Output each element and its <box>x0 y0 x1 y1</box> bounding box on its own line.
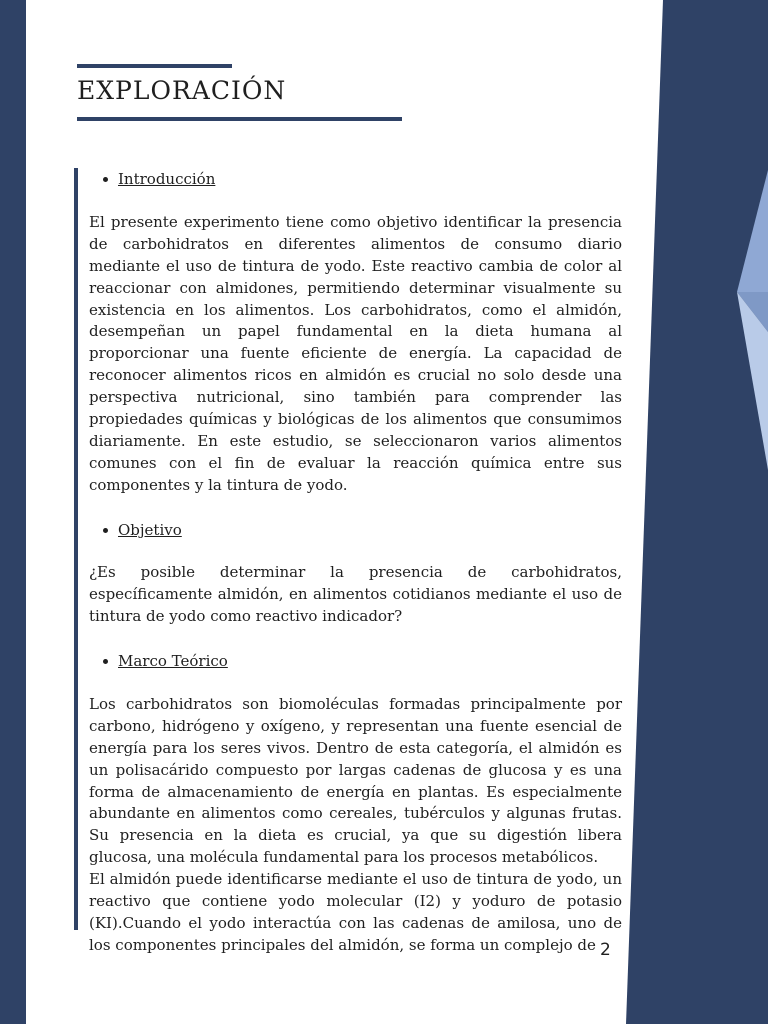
navy-right-panel <box>626 0 768 1024</box>
section-heading-introduccion: Introducción <box>89 168 622 190</box>
page-title: EXPLORACIÓN <box>77 76 287 105</box>
content-block <box>74 168 622 954</box>
section-heading-objetivo: Objetivo <box>89 519 622 541</box>
page-number: 2 <box>600 940 611 960</box>
bullet-icon <box>103 659 108 664</box>
objective-paragraph: ¿Es posible determinar la presencia de carbohidratos, específicamente almidón, en alimentos cotidianos mediante el uso de tintura de yodo como reactivo indicador? <box>89 563 622 626</box>
intro-paragraph: El presente experimento tiene como objetivo identificar la presencia de carbohidratos en diferentes alimentos de consumo diario mediante el uso de tintura de yodo. Este reactivo cambia de color al reaccionar con almidones, permitiendo determinar visualmente su existencia en los alimentos. Los carbohidratos, como el almidón, desempeñan un papel fundamental en la dieta humana al proporcionar una fuente eficiente de energía. La capacidad de reconocer alimentos ricos en almidón es crucial no solo desde una perspectiva nutricional, sino también para comprender las propiedades químicas y biológicas de los alimentos que consumimos diariamente. En este estudio, se seleccionaron varios alimentos comunes con el fin de evaluar la reacción química entre sus componentes y la tintura de yodo. <box>89 212 622 494</box>
bullet-icon <box>103 528 108 533</box>
title-rule-bottom <box>77 117 402 121</box>
theory-paragraph-2: El almidón puede identificarse mediante el uso de tintura de yodo, un reactivo que contiene yodo molecular (I2) y yoduro de potasio (KI).Cuando el yodo interactúa con las cadenas de amilosa, uno de los componentes principales del almidón, se forma un complejo de <box>89 870 622 954</box>
theory-paragraph-1: Los carbohidratos son biomoléculas formadas principalmente por carbono, hidrógeno y oxígeno, y representan una fuente esencial de energía para los seres vivos. Dentro de esta categoría, el almidón es un polisacárido compuesto por largas cadenas de glucosa y es una forma de almacenamiento de energía en plantas. Es especialmente abundante en alimentos como cereales, tubérculos y algunas frutas. Su presencia en la dieta es crucial, ya que su digestión libera glucosa, una molécula fundamental para los procesos metabólicos. <box>89 694 622 867</box>
section-heading-marco-teorico: Marco Teórico <box>89 650 622 672</box>
title-rule-top <box>77 64 232 68</box>
bullet-icon <box>103 177 108 182</box>
